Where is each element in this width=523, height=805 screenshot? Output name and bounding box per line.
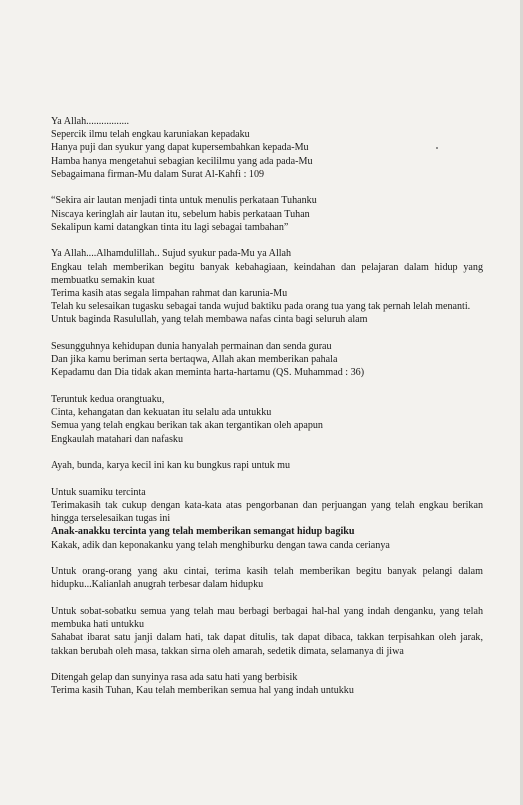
text-line: Kepadamu dan Dia tidak akan meminta harta-hartamu (QS. Muhammad : 36) — [51, 367, 365, 379]
paragraph-ya-allah — [51, 115, 483, 181]
text-line: Terima kasih atas segala limpahan rahmat dan karunia-Mu — [51, 288, 288, 300]
paragraph-orangtua — [51, 393, 483, 446]
text-line: Hamba hanya mengetahui sebagian kecililmu yang ada pada-Mu — [51, 155, 313, 167]
text-line: Ditengah gelap dan sunyinya rasa ada satu hati yang berbisik — [51, 672, 298, 684]
paragraph-penutup — [51, 671, 483, 697]
text-line: Engkau telah memberikan begitu banyak kebahagiaan, keindahan dan pelajaran dalam hidup yang membuatku semakin kuat — [51, 261, 483, 286]
text-line: Sesungguhnya kehidupan dunia hanyalah permainan dan senda gurau — [51, 341, 332, 353]
text-line: Sahabat ibarat satu janji dalam hati, tak dapat ditulis, tak dapat dibaca, takkan terpisahkan oleh jarak, takkan berubah oleh masa, takkan sirna oleh amarah, sedetik dimata, selamanya di jiwa — [51, 632, 483, 657]
text-line: Untuk orang-orang yang aku cintai, terima kasih telah memberikan begitu banyak pelangi dalam hidupku...Kalianlah anugrah terbesar dalam hidupku — [51, 566, 483, 591]
text-line: Kakak, adik dan keponakanku yang telah menghiburku dengan tawa canda cerianya — [51, 539, 390, 551]
text-line-bold: Anak-anakku tercinta yang telah memberikan semangat hidup bagiku — [51, 526, 355, 538]
text-line: Semua yang telah engkau berikan tak akan tergantikan oleh apapun — [51, 420, 323, 432]
text-line: Cinta, kehangatan dan kekuatan itu selalu ada untukku — [51, 407, 272, 419]
text-line: Telah ku selesaikan tugasku sebagai tanda wujud baktiku pada orang tua yang tak pernah lelah menanti. — [51, 301, 471, 313]
text-line: “Sekira air lautan menjadi tinta untuk menulis perkataan Tuhanku — [51, 195, 317, 207]
paragraph-sobat — [51, 605, 483, 658]
paragraph-orang-orang — [51, 565, 483, 591]
text-line: Engkaulah matahari dan nafasku — [51, 433, 184, 445]
text-line: Niscaya keringlah air lautan itu, sebelum habis perkataan Tuhan — [51, 208, 310, 220]
text-line: Untuk sobat-sobatku semua yang telah mau berbagi berbagai hal-hal yang indah denganku, yang telah membuka hati untukku — [51, 606, 483, 631]
paragraph-alhamdulillah — [51, 247, 483, 326]
text-line: Ya Allah....Alhamdulillah.. Sujud syukur pada-Mu ya Allah — [51, 248, 292, 260]
text-line: Untuk suamiku tercinta — [51, 486, 146, 498]
text-line: Ayah, bunda, karya kecil ini kan ku bungkus rapi untuk mu — [51, 460, 291, 472]
text-line: Sekalipun kami datangkan tinta itu lagi sebagai tambahan” — [51, 221, 289, 233]
text-line: Untuk baginda Rasulullah, yang telah membawa nafas cinta bagi seluruh alam — [51, 314, 368, 326]
paragraph-ayah-bunda — [51, 459, 483, 472]
paragraph-quote-al-kahfi — [51, 194, 483, 234]
paragraph-suami — [51, 486, 483, 552]
text-line: Ya Allah................. — [51, 116, 130, 127]
text-line: Dan jika kamu beriman serta bertaqwa, Allah akan memberikan pahala — [51, 354, 338, 366]
text-line: Sebagaimana firman-Mu dalam Surat Al-Kahfi : 109 — [51, 168, 265, 180]
dedication-text — [51, 115, 483, 711]
paragraph-quote-muhammad — [51, 340, 483, 380]
text-line: Sepercik ilmu telah engkau karuniakan kepadaku — [51, 129, 250, 141]
text-line: Terimakasih tak cukup dengan kata-kata atas pengorbanan dan perjuangan yang telah engkau berikan hingga terselesaikan tugas ini — [51, 500, 483, 525]
text-line: Teruntuk kedua orangtuaku, — [51, 394, 165, 406]
text-line: Terima kasih Tuhan, Kau telah memberikan semua hal yang indah untukku — [51, 685, 354, 697]
text-line: Hanya puji dan syukur yang dapat kupersembahkan kepada-Mu — [51, 142, 309, 154]
